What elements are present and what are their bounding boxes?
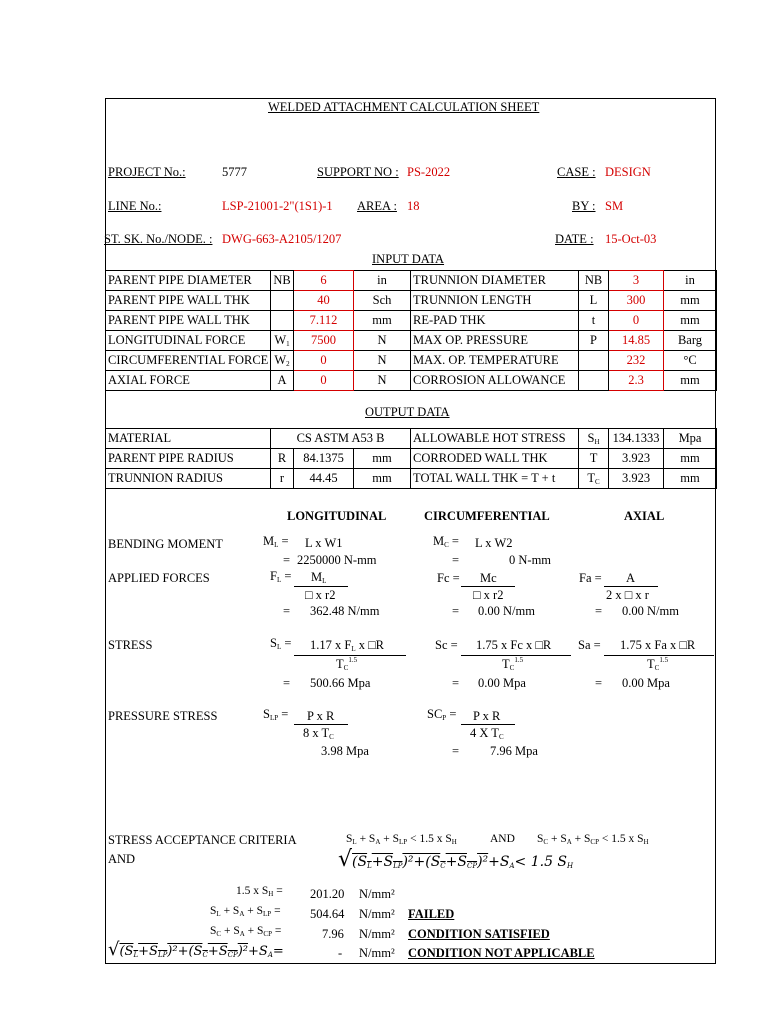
input-value: 3 [609, 271, 664, 291]
sc-symbol: Sc = [435, 638, 458, 652]
result-unit: N/mm² [359, 946, 395, 960]
sa-symbol: Sa = [578, 638, 601, 652]
input-value: 0 [294, 351, 354, 371]
col-circumferential: CIRCUMFERENTIAL [424, 509, 550, 523]
input-symbol [579, 371, 609, 391]
sa-denominator: $T_C^{1.5}$ [647, 656, 669, 672]
result-value: 7.96 [322, 927, 344, 941]
result-status-not-applicable: CONDITION NOT APPLICABLE [408, 946, 595, 960]
input-row [106, 271, 717, 291]
output-label: MATERIAL [106, 429, 271, 449]
input-unit: in [664, 271, 717, 291]
scp-denominator: 4 X $T_C$ [470, 726, 504, 741]
ml-equals: = [283, 553, 291, 567]
sheet-title: WELDED ATTACHMENT CALCULATION SHEET [268, 100, 540, 114]
ml-symbol: $M_L$ = [263, 534, 289, 549]
input-label: PARENT PIPE DIAMETER [106, 271, 271, 291]
fa-equals: = [595, 604, 603, 618]
fc-numerator: Mc [480, 571, 497, 585]
output-table [105, 428, 717, 489]
input-label: MAX OP. PRESSURE [411, 331, 579, 351]
output-unit: mm [354, 449, 411, 469]
input-unit: N [354, 371, 411, 391]
output-value: 84.1375 [294, 449, 354, 469]
criterion-1: $S_L + S_A + S_{LP} < 1.5$ x $S_H$ [346, 833, 457, 846]
sl-value: 500.66 Mpa [310, 676, 371, 690]
col-longitudinal: LONGITUDINAL [287, 509, 387, 523]
input-symbol: NB [579, 271, 609, 291]
sketch-label: ST. SK. No./NODE. : [104, 232, 213, 246]
stress-label: STRESS [108, 638, 153, 652]
input-unit: Barg [664, 331, 717, 351]
output-value: 134.1333 [609, 429, 664, 449]
fc-value: 0.00 N/mm [478, 604, 535, 618]
input-label: MAX. OP. TEMPERATURE [411, 351, 579, 371]
output-label: ALLOWABLE HOT STRESS [411, 429, 579, 449]
ml-value: 2250000 N-mm [297, 553, 377, 567]
mc-value: 0 N-mm [509, 553, 552, 567]
col-axial: AXIAL [624, 509, 665, 523]
input-unit: mm [664, 311, 717, 331]
input-unit: °C [664, 351, 717, 371]
scp-fraction-bar [461, 724, 515, 725]
output-value: 44.45 [294, 469, 354, 489]
input-unit: mm [354, 311, 411, 331]
sc-equals: = [452, 676, 460, 690]
sc-value: 0.00 Mpa [478, 676, 526, 690]
output-unit: mm [664, 449, 717, 469]
result-label-2: $S_L + S_A + S_{LP}$ = [210, 905, 281, 918]
output-row [106, 469, 717, 489]
fa-value: 0.00 N/mm [622, 604, 679, 618]
input-label: CIRCUMFERENTIAL FORCE [106, 351, 271, 371]
scp-value: 7.96 Mpa [490, 744, 538, 758]
fa-symbol: Fa = [579, 571, 602, 585]
date-value: 15-Oct-03 [605, 232, 657, 246]
input-heading: INPUT DATA [372, 252, 445, 266]
output-symbol: r [271, 469, 294, 489]
scp-equals: = [452, 744, 460, 758]
line-value: LSP-21001-2"(1S1)-1 [222, 199, 333, 213]
fl-denominator: □ x r2 [305, 588, 336, 602]
result-label-3: $S_C + S_A + S_{CP}$ = [210, 925, 282, 938]
slp-symbol: $S_{LP}$ = [263, 707, 289, 722]
input-value: 7500 [294, 331, 354, 351]
output-unit: mm [664, 469, 717, 489]
sa-numerator: 1.75 x Fa x □R [620, 638, 696, 652]
result-unit: N/mm² [359, 887, 395, 901]
input-unit: Sch [354, 291, 411, 311]
input-symbol: A [271, 371, 294, 391]
result-status-satisfied: CONDITION SATISFIED [408, 927, 550, 941]
sc-denominator: $T_C^{1.5}$ [502, 656, 524, 672]
fl-value: 362.48 N/mm [310, 604, 380, 618]
input-row [106, 291, 717, 311]
support-value: PS-2022 [407, 165, 451, 179]
fa-numerator: A [626, 571, 636, 585]
output-symbol: T [579, 449, 609, 469]
fl-equals: = [283, 604, 291, 618]
criterion-sqrt: $√(S_L+S_{LP})^2+(S_C+S_{CP})^2+S_A< 1.5$ $S_H$ [338, 847, 574, 872]
input-label: CORROSION ALLOWANCE [411, 371, 579, 391]
output-value: 3.923 [609, 449, 664, 469]
fc-fraction-bar [461, 586, 515, 587]
input-unit: N [354, 331, 411, 351]
input-unit: in [354, 271, 411, 291]
input-symbol: NB [271, 271, 294, 291]
project-value: 5777 [222, 165, 247, 179]
date-label: DATE : [555, 232, 594, 246]
input-value: 14.85 [609, 331, 664, 351]
input-row [106, 351, 717, 371]
sl-equals: = [283, 676, 291, 690]
input-symbol [271, 311, 294, 331]
fc-denominator: □ x r2 [473, 588, 504, 602]
scp-symbol: $SC_P$ = [427, 707, 457, 722]
criteria-and-label: AND [108, 852, 136, 866]
input-unit: mm [664, 291, 717, 311]
input-value: 300 [609, 291, 664, 311]
result-status-failed: FAILED [408, 907, 455, 921]
mc-formula: L x W2 [475, 536, 513, 550]
output-symbol: $T_C$ [579, 469, 609, 489]
input-unit: N [354, 351, 411, 371]
input-unit: mm [664, 371, 717, 391]
input-row [106, 311, 717, 331]
output-row [106, 429, 717, 449]
input-symbol: t [579, 311, 609, 331]
output-value: 3.923 [609, 469, 664, 489]
applied-label: APPLIED FORCES [108, 571, 210, 585]
line-label: LINE No.: [108, 199, 162, 213]
input-value: 232 [609, 351, 664, 371]
input-table [105, 270, 717, 391]
fa-denominator: 2 x □ x r [606, 588, 649, 602]
area-label: AREA : [357, 199, 397, 213]
criteria-and-mid: AND [490, 833, 515, 845]
output-label: PARENT PIPE RADIUS [106, 449, 271, 469]
slp-numerator: P x R [307, 709, 335, 723]
output-label: TOTAL WALL THK = T + t [411, 469, 579, 489]
input-label: TRUNNION LENGTH [411, 291, 579, 311]
criteria-label: STRESS ACCEPTANCE CRITERIA [108, 833, 297, 847]
input-label: LONGITUDINAL FORCE [106, 331, 271, 351]
output-unit: Mpa [664, 429, 717, 449]
input-value: 6 [294, 271, 354, 291]
sl-symbol: $S_L$ = [270, 636, 292, 651]
by-value: SM [605, 199, 624, 213]
input-value: 40 [294, 291, 354, 311]
input-value: 0 [609, 311, 664, 331]
output-row [106, 449, 717, 469]
result-value: 201.20 [310, 887, 345, 901]
input-value: 2.3 [609, 371, 664, 391]
input-symbol [579, 351, 609, 371]
fc-symbol: Fc = [437, 571, 460, 585]
slp-value: 3.98 Mpa [321, 744, 369, 758]
fl-fraction-bar [294, 586, 348, 587]
input-symbol: $W_2$ [271, 351, 294, 371]
area-value: 18 [407, 199, 420, 213]
result-value: 504.64 [310, 907, 345, 921]
sl-numerator: 1.17 x $F_L$ x □R [310, 638, 384, 653]
output-label: TRUNNION RADIUS [106, 469, 271, 489]
input-symbol: $W_1$ [271, 331, 294, 351]
output-label: CORRODED WALL THK [411, 449, 579, 469]
slp-fraction-bar [294, 724, 348, 725]
support-label: SUPPORT NO : [317, 165, 399, 179]
input-row [106, 371, 717, 391]
sa-value: 0.00 Mpa [622, 676, 670, 690]
fl-symbol: $F_L$ = [270, 569, 292, 584]
input-row [106, 331, 717, 351]
case-label: CASE : [557, 165, 596, 179]
output-symbol: R [271, 449, 294, 469]
result-label-1: 1.5 x $S_H$ = [236, 885, 283, 898]
input-value: 0 [294, 371, 354, 391]
criterion-2: $S_C + S_A + S_{CP} < 1.5$ x $S_H$ [537, 833, 649, 846]
sl-denominator: $T_C^{1.5}$ [336, 656, 358, 672]
scp-numerator: P x R [473, 709, 501, 723]
mc-equals: = [452, 553, 460, 567]
fa-fraction-bar [604, 586, 658, 587]
input-label: TRUNNION DIAMETER [411, 271, 579, 291]
sketch-value: DWG-663-A2105/1207 [222, 232, 342, 246]
output-heading: OUTPUT DATA [365, 405, 450, 419]
by-label: BY : [572, 199, 596, 213]
result-unit: N/mm² [359, 907, 395, 921]
input-label: AXIAL FORCE [106, 371, 271, 391]
input-symbol: L [579, 291, 609, 311]
fc-equals: = [452, 604, 460, 618]
result-value: - [338, 946, 343, 960]
result-unit: N/mm² [359, 927, 395, 941]
input-symbol [271, 291, 294, 311]
input-symbol: P [579, 331, 609, 351]
sc-numerator: 1.75 x Fc x □R [476, 638, 552, 652]
case-value: DESIGN [605, 165, 651, 179]
input-label: RE-PAD THK [411, 311, 579, 331]
ml-formula: L x W1 [305, 536, 343, 550]
mc-symbol: $M_C$ = [433, 534, 459, 549]
result-label-4: $√(S_L+S_{LP})^2+(S_C+S_{CP})^2+S_A=$ [108, 939, 284, 960]
material-value: CS ASTM A53 B [271, 429, 411, 449]
input-label: PARENT PIPE WALL THK [106, 291, 271, 311]
bending-label: BENDING MOMENT [108, 537, 223, 551]
input-value: 7.112 [294, 311, 354, 331]
fl-numerator: $M_L$ [311, 570, 327, 585]
pressure-label: PRESSURE STRESS [108, 709, 218, 723]
output-symbol: $S_H$ [579, 429, 609, 449]
output-unit: mm [354, 469, 411, 489]
input-label: PARENT PIPE WALL THK [106, 311, 271, 331]
project-label: PROJECT No.: [108, 165, 186, 179]
slp-denominator: 8 x $T_C$ [303, 726, 334, 741]
sa-equals: = [595, 676, 603, 690]
